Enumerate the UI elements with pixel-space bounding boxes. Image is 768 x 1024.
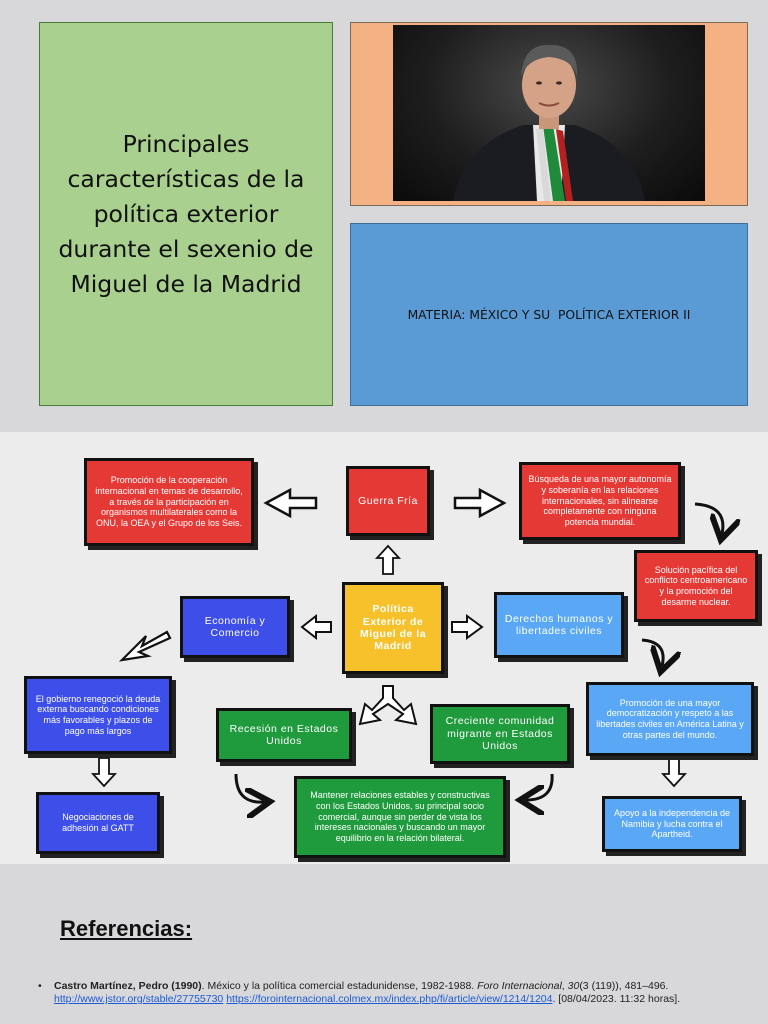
- arrow-to-cooperacion-icon: [266, 490, 316, 516]
- card-autonomia: Búsqueda de una mayor autonomía y soberanía en las relaciones internacionales, sin alinearse completamente con ninguna potencia mundial.: [519, 462, 681, 540]
- arrow-to-autonomia-icon: [455, 490, 504, 516]
- split-arrow-icon: [360, 686, 416, 724]
- curve-arrow-from-recesion-icon: [236, 774, 264, 802]
- arrow-to-derechos-icon: [452, 616, 482, 638]
- card-migrante: Creciente comunidad migrante en Estados Unidos: [430, 704, 570, 764]
- card-namibia: Apoyo a la independencia de Namibia y lucha contra el Apartheid.: [602, 796, 742, 852]
- card-gatt: Negociaciones de adhesión al GATT: [36, 792, 160, 854]
- journal-name: Foro Internacional: [477, 980, 562, 992]
- presentation-title: Principales características de la política exterior durante el sexenio de Miguel de la Madrid: [58, 129, 314, 298]
- portrait-photo: [393, 25, 705, 201]
- arrow-to-namibia-icon: [663, 758, 685, 786]
- curve-arrow-to-democratizacion-icon: [642, 640, 663, 666]
- curve-arrow-to-solucion-icon: [695, 504, 723, 534]
- card-recesion: Recesión en Estados Unidos: [216, 708, 352, 762]
- arrow-to-guerra-fria-icon: [377, 546, 399, 574]
- card-cooperacion: Promoción de la cooperación internacional en temas de desarrollo, a través de la participación en organismos multilaterales como la ONU, la OEA y el Grupo de los Seis.: [84, 458, 254, 546]
- curve-arrow-from-migrante-icon: [526, 774, 552, 800]
- card-center: Política Exterior de Miguel de la Madrid: [342, 582, 444, 674]
- references-heading: Referencias:: [60, 916, 193, 941]
- title-box: [39, 22, 333, 406]
- arrow-to-gatt-icon: [93, 758, 115, 786]
- concept-map: [0, 432, 768, 864]
- colmex-link[interactable]: https://forointernacional.colmex.mx/index.php/fi/article/view/1214/1204: [226, 993, 553, 1005]
- card-solucion: Solución pacífica del conflicto centroamericano y la promoción del desarme nuclear.: [634, 550, 758, 622]
- jstor-link[interactable]: http://www.jstor.org/stable/27755730: [54, 993, 224, 1005]
- card-democratizacion: Promoción de una mayor democratización y respeto a las libertades civiles en América Latina y otras partes del mundo.: [586, 682, 754, 756]
- subject-box: [350, 223, 748, 406]
- bullet: •: [38, 980, 42, 992]
- subject-label: MATERIA: MÉXICO Y SU POLÍTICA EXTERIOR II: [407, 307, 691, 322]
- card-relaciones: Mantener relaciones estables y constructivas con los Estados Unidos, su principal socio comercial, aunque sin perder de vista los intereses nacionales y buscando un mayor equilibrio en la relación bilateral.: [294, 776, 506, 858]
- card-deuda: El gobierno renegoció la deuda externa buscando condiciones más favorables y plazos de pago más largos: [24, 676, 172, 754]
- arrow-to-deuda-icon: [122, 632, 170, 660]
- reference-author: Castro Martínez, Pedro (1990): [54, 980, 202, 992]
- card-derechos: Derechos humanos y libertades civiles: [494, 592, 624, 658]
- arrow-to-economia-icon: [302, 616, 331, 638]
- card-economia: Economía y Comercio: [180, 596, 290, 658]
- reference-body: Castro Martínez, Pedro (1990). México y la política comercial estadunidense, 1982-1988. Foro Internacional, 30(3 (119)), 481–496. http://www.jstor.org/stable/27755730 https://forointernacional.colmex.mx/index.php/fi/article/view/1214/1204. [08/04/2023. 11:32 horas].: [54, 980, 681, 1005]
- portrait-illustration: [393, 25, 705, 201]
- card-guerra-fria: Guerra Fría: [346, 466, 430, 536]
